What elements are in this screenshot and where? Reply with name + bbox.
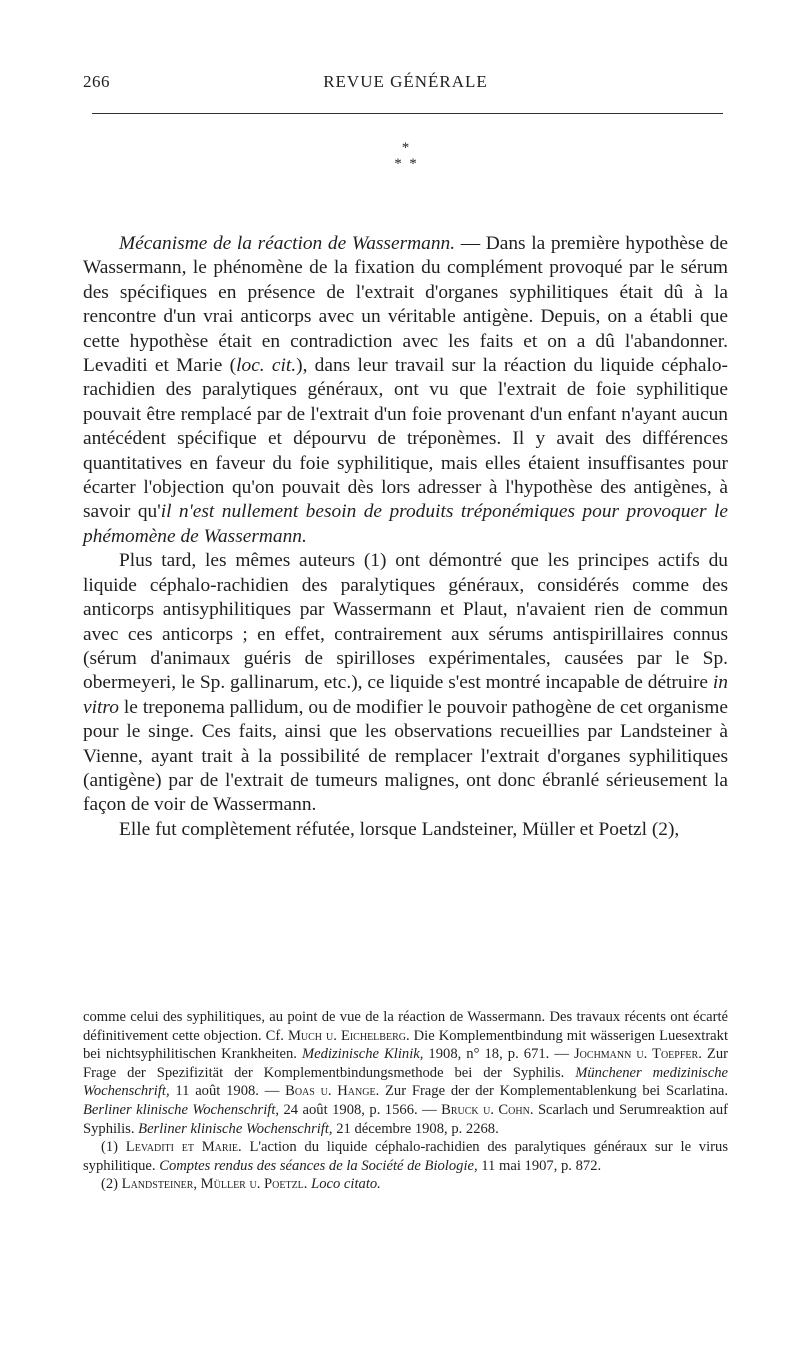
- loc-cit: loc. cit.: [236, 355, 297, 377]
- journal-title: REVUE GÉNÉRALE: [323, 72, 488, 91]
- footnote-1: (1) Levaditi et Marie. L'action du liquide céphalo-rachidien des paralytiques généraux sur le virus syphilitique. Comptes rendus des séances de la Société de Biologie, 11 mai 1907, p. 872.: [83, 1139, 728, 1174]
- asterism-top: *: [401, 140, 410, 156]
- page-number: 266: [83, 72, 110, 91]
- running-head: [83, 72, 728, 96]
- asterism-bottom: * *: [394, 156, 417, 172]
- paragraph-mecanisme: Mécanisme de la réaction de Wassermann. — Dans la première hypothèse de Wassermann, le phénomène de la fixation du complément provoqué par le sérum des spécifiques en présence de l'extrait d'organes syphilitiques était dû à la rencontre d'un vrai anticorps avec un véritable antigène. Depuis, on a établi que cette hypothèse était en contradiction avec les faits et on a dû l'abandonner. Levaditi et Marie (loc. cit.), dans leur travail sur la réaction du liquide céphalo-rachidien des paralytiques généraux, ont vu que l'extrait de foie syphilitique pouvait être remplacé par de l'extrait d'un foie provenant d'un enfant n'ayant aucun antécédent spécifique et dépourvu de tréponèmes. Il y avait des différences quantitatives en faveur du foie syphilitique, mais elles étaient insuffisantes pour écarter l'objection qu'on pouvait dès lors adresser à l'hypothèse des antigènes, à savoir qu'il n'est nullement besoin de produits tréponémiques pour provoquer le phémomène de Wassermann.: [83, 233, 728, 547]
- asterism-divider: [83, 140, 728, 172]
- italic-conclusion: il n'est nullement besoin de produits tréponémiques pour provoquer le phémomène de Wassermann.: [83, 501, 728, 547]
- footnotes: [83, 1008, 728, 1194]
- footnote-2: (2) Landsteiner, Müller u. Poetzl. Loco citato.: [101, 1176, 381, 1193]
- header-rule: [92, 113, 723, 114]
- section-heading: Mécanisme de la réaction de Wassermann.: [119, 233, 456, 254]
- in-vitro: in vitro: [83, 672, 728, 718]
- paragraph-refutee: Elle fut complètement réfutée, lorsque Landsteiner, Müller et Poetzl (2),: [119, 818, 680, 840]
- footnote-continuation: comme celui des syphilitiques, au point de vue de la réaction de Wassermann. Des travaux récents ont écarté définitivement cette objection. Cf. Much u. Eichelberg. Die Komplementbindung mit wässerigen Luesextrakt bei nichtsyphilitischen Krankheiten. Medizinische Klinik, 1908, n° 18, p. 671. — Jochmann u. Toepfer. Zur Frage der Spezifizität der Komplementbindungsmethode bei der Syphilis. Münchener medizinische Wochenschrift, 11 août 1908. — Boas u. Hange. Zur Frage der der Komplementablenkung bei Scarlatina. Berliner klinische Wochenschrift, 24 août 1908, p. 1566. — Bruck u. Cohn. Scarlach und Serumreaktion auf Syphilis. Berliner klinische Wochenschrift, 21 décembre 1908, p. 2268.: [83, 1009, 729, 1137]
- paragraph-plus-tard: Plus tard, les mêmes auteurs (1) ont démontré que les principes actifs du liquide céphalo-rachidien des paralytiques généraux, considérés comme des anticorps antisyphilitiques par Wassermann et Plaut, n'avaient rien de commun avec ces anticorps ; en effet, contrairement aux sérums antispirillaires connus (sérum d'animaux guéris de spirilloses expérimentales, causées par le Sp. obermeyeri, le Sp. gallinarum, etc.), ce liquide s'est montré incapable de détruire in vitro le treponema pallidum, ou de modifier le pouvoir pathogène de cet organisme pour le singe. Ces faits, ainsi que les observations recueillies par Landsteiner à Vienne, ayant trait à la possibilité de remplacer l'extrait d'organes syphilitiques (antigène) par de l'extrait de tumeurs malignes, ont donc ébranlé sérieusement la façon de voir de Wassermann.: [83, 550, 728, 816]
- main-text: [83, 232, 728, 842]
